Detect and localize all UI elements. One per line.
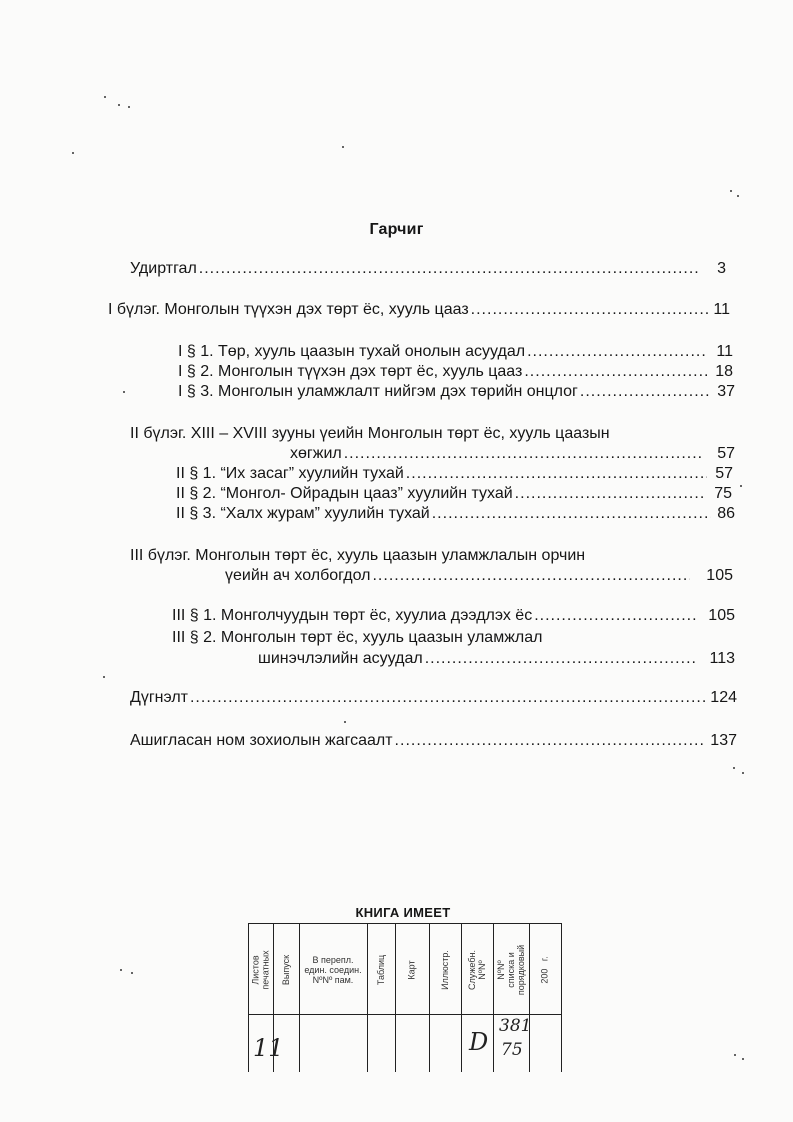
toc-page: 86: [717, 505, 735, 522]
toc-label: II § 2. “Монгол- Ойрадын цааз” хуулийн тухай: [176, 485, 513, 502]
stamp-header-list: NºNº списка и порядковый: [496, 944, 527, 996]
toc-entry-section-3-1: [172, 606, 735, 626]
toc-label: II § 1. “Их засаг” хуулийн тухай: [176, 465, 404, 482]
toc-page: 137: [710, 732, 737, 749]
toc-label: I § 2. Монголын түүхэн дэх төрт ёс, хууль цааз: [178, 363, 523, 380]
toc-page: 11: [716, 343, 733, 360]
scan-speck: [734, 1054, 736, 1056]
stamp-divider: [249, 1014, 561, 1015]
toc-page: 37: [717, 383, 735, 400]
leader-dots: [527, 342, 708, 362]
toc-entry-chapter-1: [108, 300, 730, 320]
scan-speck: [104, 96, 106, 98]
toc-entry-section-3-2: [258, 649, 735, 669]
toc-entry-section-1-1: [178, 342, 733, 362]
toc-page: 18: [715, 363, 733, 380]
leader-dots: [406, 464, 707, 484]
toc-label: шинэчлэлийн асуудал: [258, 650, 423, 667]
leader-dots: [395, 731, 705, 751]
stamp-header-maps: Карт: [407, 960, 417, 980]
stamp-header-sheets: Листов печатных: [251, 950, 272, 990]
toc-label: Ашигласан ном зохиолын жагсаалт: [130, 732, 393, 749]
scan-speck: [742, 1058, 744, 1060]
toc-page: 105: [706, 567, 733, 584]
toc-label: Удиртгал: [130, 260, 197, 277]
leader-dots: [524, 362, 707, 382]
toc-label: I § 3. Монголын уламжлалт нийгэм дэх төрийн онцлог: [178, 383, 578, 400]
toc-entry-chapter-2: [290, 444, 735, 464]
scan-speck: [740, 485, 742, 487]
leader-dots: [199, 259, 701, 279]
toc-page: 105: [708, 607, 735, 624]
toc-label: Дүгнэлт: [130, 689, 188, 706]
stamp-title: КНИГА ИМЕЕТ: [355, 905, 451, 920]
toc-entry-bibliography: [130, 731, 737, 751]
toc-label: үеийн ач холбогдол: [225, 567, 371, 584]
toc-entry-chapter-3-line1: III бүлэг. Монголын төрт ёс, хууль цаазын уламжлалын орчин: [130, 547, 586, 564]
toc-entry-section-2-1: [176, 464, 733, 484]
toc-entry-section-2-3: [176, 504, 735, 524]
toc-label: хөгжил: [290, 445, 342, 462]
toc-page: 124: [710, 689, 737, 706]
toc-entry-conclusion: [130, 688, 737, 708]
toc-entry-intro: [130, 259, 726, 279]
scan-speck: [737, 195, 739, 197]
stamp-header-service: Служебн. NºNº: [467, 950, 487, 990]
page-title: Гарчиг: [369, 221, 424, 238]
toc-page: 3: [717, 260, 726, 277]
toc-entry-section-1-2: [178, 362, 733, 382]
scan-speck: [730, 190, 732, 192]
toc-page: 113: [709, 650, 735, 667]
leader-dots: [471, 300, 712, 320]
toc-label: III § 1. Монголчуудын төрт ёс, хуулиа дээдлэх ёс: [172, 607, 533, 624]
toc-entry-chapter-3: [225, 566, 733, 586]
leader-dots: [372, 566, 690, 586]
toc-entry-section-1-3: [178, 382, 735, 402]
scan-speck: [344, 721, 346, 723]
toc-page: 75: [714, 485, 732, 502]
scan-speck: [123, 391, 125, 393]
leader-dots: [534, 606, 696, 626]
toc-page: 57: [717, 445, 735, 462]
scan-speck: [128, 106, 130, 108]
stamp-header-tables: Таблиц: [376, 954, 387, 986]
toc-label: I § 1. Төр, хууль цаазын тухай онолын асуудал: [178, 343, 526, 360]
scan-speck: [118, 104, 120, 106]
stamp-header-binding: В перепл. един. соедин. NºNº пам.: [304, 955, 362, 985]
scan-speck: [120, 969, 122, 971]
leader-dots: [425, 649, 698, 669]
leader-dots: [432, 504, 711, 524]
toc-entry-section-3-2-line1: III § 2. Монголын төрт ёс, хууль цаазын уламжлал: [172, 629, 543, 646]
scan-speck: [72, 152, 74, 154]
scan-speck: [103, 676, 105, 678]
leader-dots: [344, 444, 701, 464]
toc-label: I бүлэг. Монголын түүхэн дэх төрт ёс, хууль цааз: [108, 301, 469, 318]
handwritten-list-a: 381: [499, 1016, 532, 1036]
leader-dots: [190, 688, 708, 708]
toc-page: 57: [715, 465, 733, 482]
handwritten-list-b: 75: [501, 1040, 523, 1060]
toc-entry-section-2-2: [176, 484, 732, 504]
leader-dots: [515, 484, 707, 504]
toc-page: 11: [713, 301, 730, 318]
stamp-header-year: 200 г.: [539, 956, 550, 984]
stamp-header-illustrations: Иллюстр.: [440, 950, 451, 990]
stamp-header-issue: Выпуск: [281, 954, 291, 986]
leader-dots: [580, 382, 711, 402]
toc-entry-chapter-2-line1: II бүлэг. XIII – XVIII зууны үеийн Монголын төрт ёс, хууль цаазын: [130, 425, 610, 442]
handwritten-service: D: [469, 1028, 489, 1056]
scan-speck: [131, 972, 133, 974]
library-stamp-table: [248, 923, 562, 1072]
scan-speck: [742, 772, 744, 774]
scan-speck: [733, 767, 735, 769]
handwritten-sheets: 11: [253, 1034, 284, 1062]
toc-label: II § 3. “Халх журам” хуулийн тухай: [176, 505, 430, 522]
scan-speck: [342, 146, 344, 148]
